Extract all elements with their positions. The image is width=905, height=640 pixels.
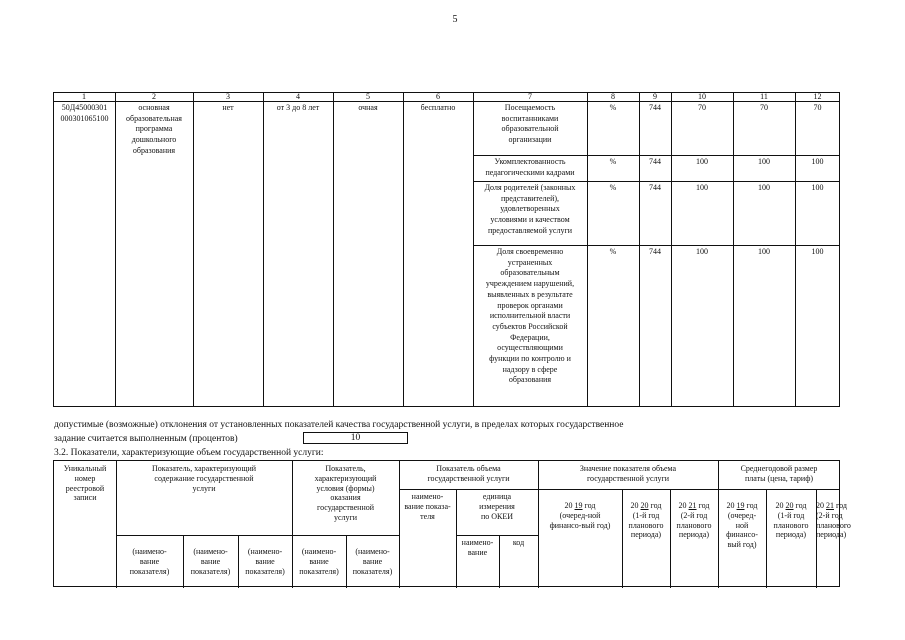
row-divider: [456, 535, 538, 536]
indicator-value-y2: 100: [758, 157, 770, 166]
deviation-value-box: 10: [303, 432, 408, 444]
header-unit-name: наимено- вание: [461, 538, 494, 557]
page-number: 5: [452, 14, 458, 25]
deviation-text-line2: задание считается выполненным (процентов): [54, 434, 238, 444]
indicator-name: Посещаемость воспитанниками образовательной организации: [501, 103, 559, 145]
indicator-unit: %: [609, 247, 617, 256]
header-fee-year3: 20 21 год (2-й год планового периода): [816, 501, 851, 540]
indicator-value-y1: 70: [698, 103, 706, 112]
col5-value: очная: [358, 103, 378, 112]
indicator-value-y3: 70: [813, 103, 822, 112]
row-divider: [473, 245, 840, 246]
indicator-value-y2: 70: [760, 103, 768, 112]
header-fee-year2: 20 20 год (1-й год планового периода): [773, 501, 809, 540]
header-volume-value: Значение показателя объема государственной услуги: [579, 464, 677, 483]
col-number: 2: [152, 92, 156, 101]
indicator-okei: 744: [649, 247, 661, 256]
col-number: 10: [698, 92, 706, 101]
section-title: 3.2. Показатели, характеризующие объем государственной услуги:: [54, 448, 324, 458]
header-value-year1: 20 19 год (очеред-ной финансо-вый год): [549, 501, 611, 530]
indicator-value-y3: 100: [811, 247, 824, 256]
col-divider: [403, 92, 404, 407]
header-fee-year1: 20 19 год (очеред- ной финансо- вый год): [726, 501, 758, 550]
header-subindicator-name: (наимено- вание показателя): [245, 547, 285, 576]
header-unit-okei: единица измерения по ОКЕИ: [479, 492, 515, 521]
header-content-indicator: Показатель, характеризующий содержание государственной услуги: [151, 464, 257, 493]
service-content: основная образовательная программа дошкольного образования: [126, 103, 182, 155]
indicator-unit: %: [609, 157, 617, 166]
col-number: 4: [296, 92, 300, 101]
indicator-value-y1: 100: [696, 247, 708, 256]
row-divider: [116, 535, 399, 536]
col3-value: нет: [222, 103, 234, 112]
indicator-unit: %: [609, 183, 617, 192]
col-number: 3: [226, 92, 230, 101]
indicator-value-y3: 100: [811, 183, 824, 192]
col-number: 9: [653, 92, 657, 101]
header-subindicator-name: (наимено- вание показателя): [190, 547, 231, 576]
indicator-value-y1: 100: [696, 183, 708, 192]
col-number: 11: [760, 92, 768, 101]
row-divider: [399, 489, 840, 490]
col6-value: бесплатно: [420, 103, 456, 112]
indicator-value-y3: 100: [811, 157, 824, 166]
header-subindicator-name: (наимено- вание показателя): [299, 547, 339, 576]
indicator-unit: %: [609, 103, 617, 112]
header-subindicator-name: (наимено- вание показателя): [129, 547, 170, 576]
header-value-year3: 20 21 год (2-й год планового периода): [676, 501, 712, 540]
indicator-name: Доля своевременно устраненных образовательным учреждением нарушений, выявленных в результате проверок органами исполнительной власти субъектов Российской Федерации, осуществляющими функции по контролю и надзору в сфере образования: [485, 247, 575, 385]
indicator-name: Доля родителей (законных представителей), удовлетворенных условиями и качеством предоставляемой услуги: [484, 183, 576, 235]
header-registry-number: Уникальный номер реестровой записи: [63, 464, 107, 503]
indicator-value-y2: 100: [758, 247, 770, 256]
header-value-year2: 20 20 год (1-й год планового периода): [628, 501, 664, 540]
indicator-okei: 744: [649, 157, 661, 166]
header-conditions-indicator: Показатель, характеризующий условия (формы) оказания государственной услуги: [314, 464, 377, 522]
col4-value: от 3 до 8 лет: [276, 103, 320, 112]
col-number: 7: [528, 92, 532, 101]
col-number: 1: [82, 92, 86, 101]
indicator-value-y1: 100: [696, 157, 708, 166]
indicator-okei: 744: [649, 103, 661, 112]
col-divider: [193, 92, 194, 407]
col-number: 8: [611, 92, 615, 101]
col-number: 12: [813, 92, 822, 101]
volume-indicators-table: [53, 460, 851, 587]
row-divider: [473, 155, 840, 156]
header-indicator-name: наимено- вание показа- теля: [404, 492, 451, 521]
header-volume-indicator: Показатель объема государственной услуги: [427, 464, 510, 483]
header-average-fee: Среднегодовой размер платы (цена, тариф): [740, 464, 818, 483]
header-divider: [53, 101, 840, 102]
col-divider: [263, 92, 264, 407]
col-number: 6: [436, 92, 440, 101]
deviation-text-line1: допустимые (возможные) отклонения от установленных показателей качества государственной услуги, в пределах которых государственное: [54, 420, 624, 430]
col-divider: [333, 92, 334, 407]
header-unit-code: код: [512, 538, 525, 547]
quality-indicators-table: [53, 92, 840, 407]
registry-number: 50Д45000301 000301065100: [60, 103, 109, 123]
col-number: 5: [366, 92, 370, 101]
indicator-name: Укомплектованность педагогическими кадрами: [485, 157, 575, 177]
row-divider: [473, 181, 840, 182]
indicator-value-y2: 100: [758, 183, 770, 192]
header-subindicator-name: (наимено- вание показателя): [352, 547, 393, 576]
indicator-okei: 744: [649, 183, 661, 192]
